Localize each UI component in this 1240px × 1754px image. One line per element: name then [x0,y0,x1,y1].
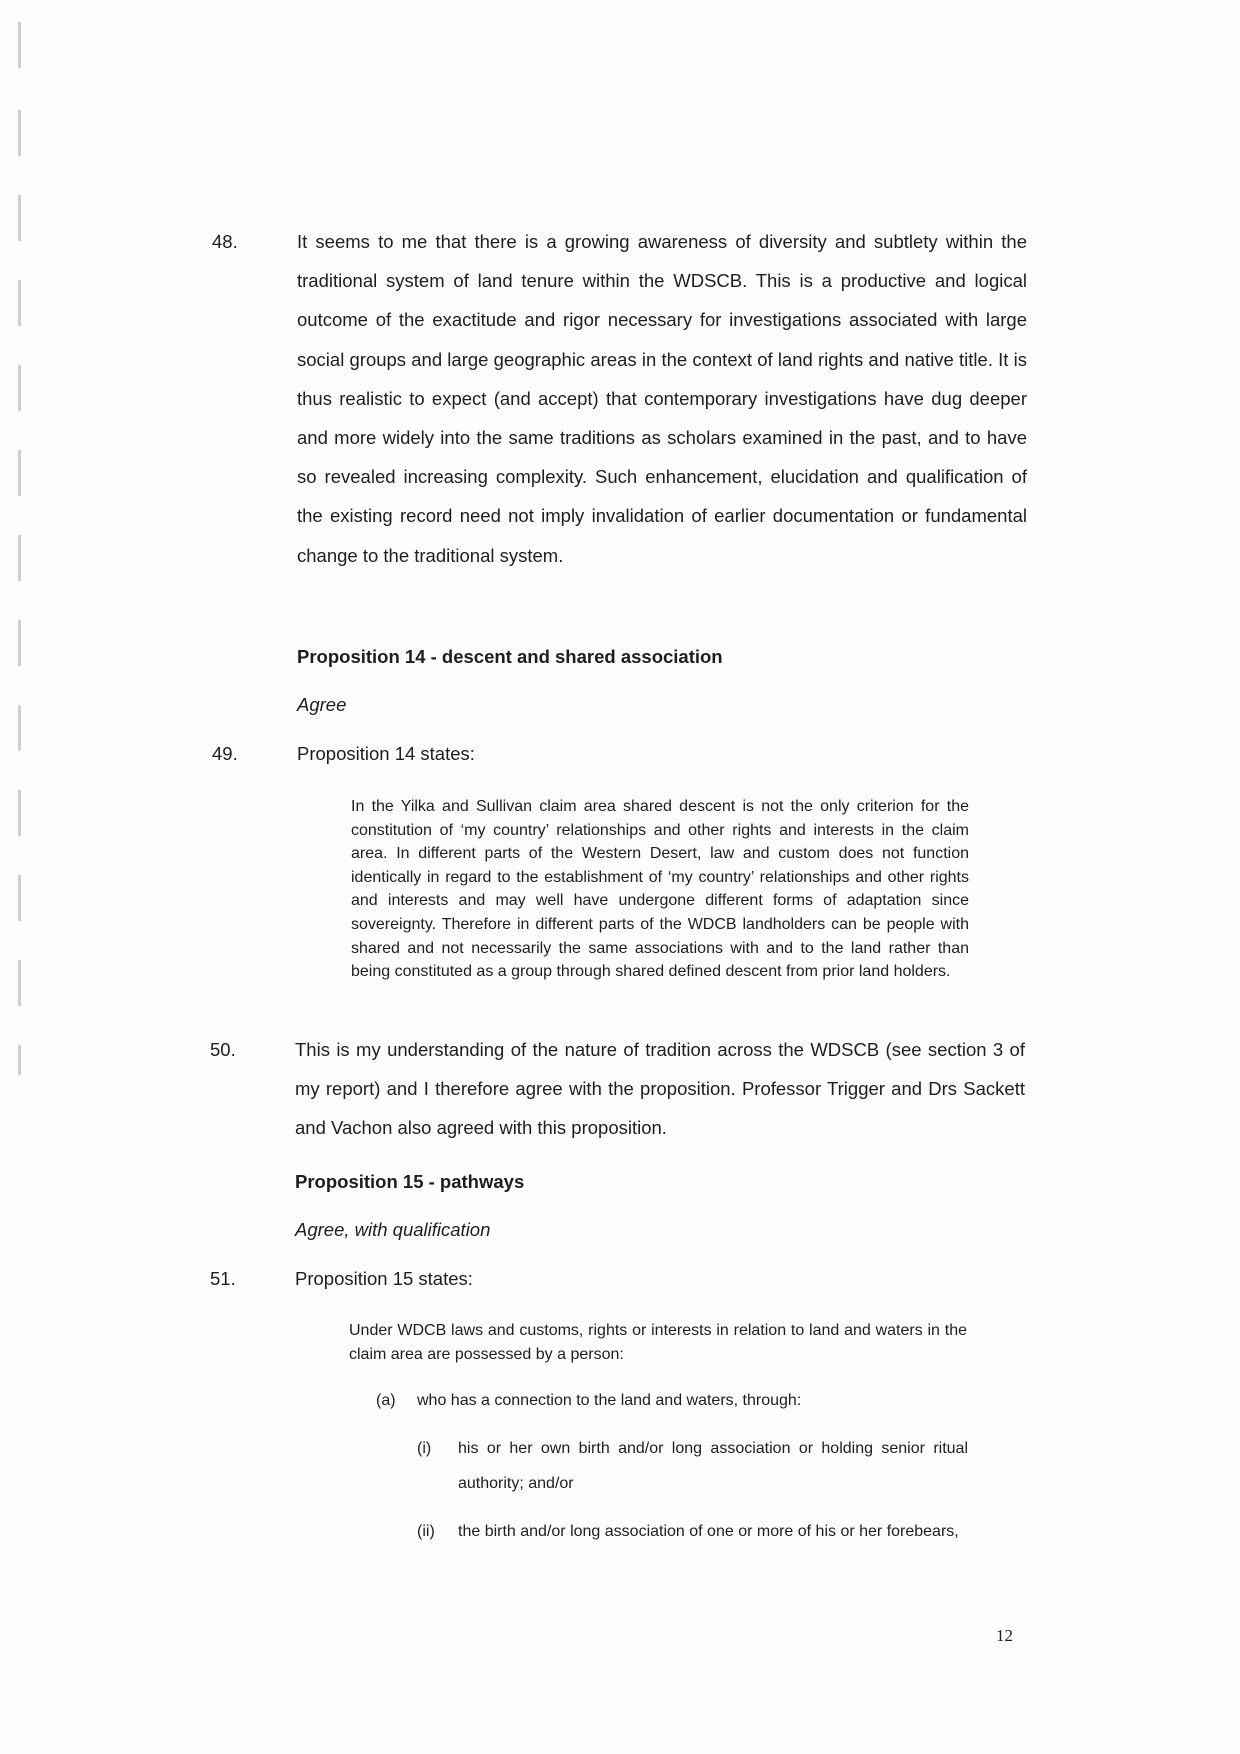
scan-binder-mark [18,620,21,666]
list-item-ii: the birth and/or long association of one or more of his or her forebears, [458,1523,959,1540]
proposition-15-verdict: Agree, with qualification [295,1219,491,1240]
proposition-15-quote: Under WDCB laws and customs, rights or interests in relation to land and waters in the claim area are possessed by a person: [349,1322,967,1363]
list-item-a: who has a connection to the land and waters, through: [417,1392,802,1409]
scan-binder-mark [18,110,21,156]
scan-binder-mark [18,1045,21,1075]
list-label-i: (i) [417,1440,432,1457]
scan-binder-mark [18,790,21,836]
paragraph-48-text: It seems to me that there is a growing awareness of diversity and subtlety within the traditional system of land tenure within the WDSCB. This is a productive and logical outcome of the exactitude and rigor necessary for investigations associated with large social groups and large geographic areas in the context of land rights and native title. It is thus realistic to expect (and accept) that contemporary investigations have dug deeper and more widely into the same traditions as scholars examined in the past, and to have so revealed increasing complexity. Such enhancement, elucidation and qualification of the existing record need not imply invalidation of earlier documentation or fundamental change to the traditional system. [297,231,1027,566]
proposition-14-quote: In the Yilka and Sullivan claim area shared descent is not the only criterion for the constitution of ‘my country’ relationships and other rights and interests in the claim area. In different parts of the Western Desert, law and custom does not function identically in regard to the establishment of ‘my country’ relationships and other rights and interests and may well have undergone different forms of adaptation since sovereignty. Therefore in different parts of the WDCB landholders can be people with shared and not necessarily the same associations with and to the land rather than being constituted as a group through shared defined descent from prior land holders. [351,798,969,981]
paragraph-49-text: Proposition 14 states: [297,743,475,764]
proposition-14-heading: Proposition 14 - descent and shared association [297,646,723,667]
scan-binder-mark [18,280,21,326]
list-item-i: his or her own birth and/or long association or holding senior ritual authority; and/or [458,1440,968,1492]
scan-binder-mark [18,960,21,1006]
paragraph-number: 48. [212,231,238,252]
paragraph-number: 49. [212,743,238,764]
proposition-15-heading: Proposition 15 - pathways [295,1171,525,1192]
list-label-a: (a) [376,1392,396,1409]
scan-binder-mark [18,875,21,921]
scan-binder-mark [18,365,21,411]
paragraph-number: 50. [210,1039,236,1060]
page-number: 12 [996,1626,1013,1645]
scan-binder-mark [18,450,21,496]
proposition-14-verdict: Agree [297,694,347,715]
scan-binder-mark [18,705,21,751]
paragraph-50-text: This is my understanding of the nature of tradition across the WDSCB (see section 3 of my report) and I therefore agree with the proposition. Professor Trigger and Drs Sackett and Vachon also agreed with this proposition. [295,1039,1025,1139]
scan-binder-mark [18,195,21,241]
scan-binder-mark [18,22,21,68]
paragraph-number: 51. [210,1268,236,1289]
list-label-ii: (ii) [417,1523,435,1540]
scan-binder-mark [18,535,21,581]
paragraph-51-text: Proposition 15 states: [295,1268,473,1289]
